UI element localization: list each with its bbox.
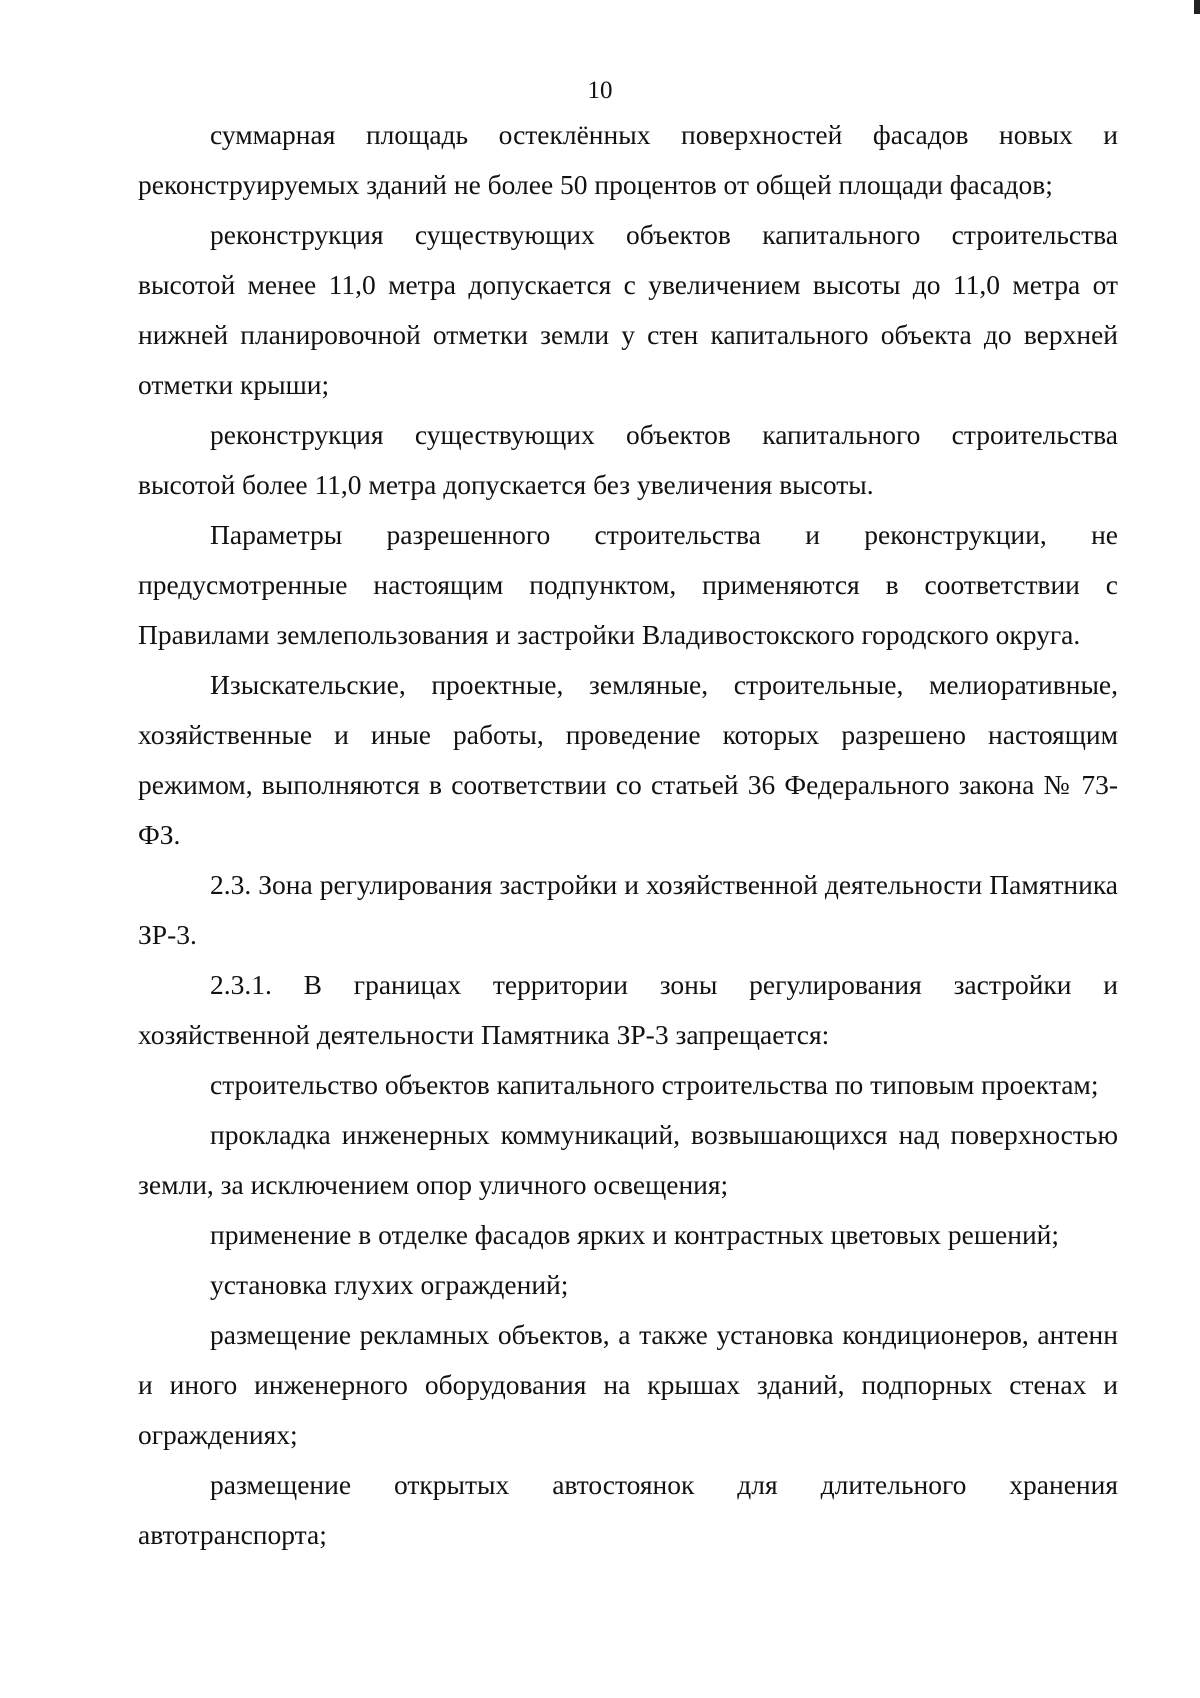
paragraph: Изыскательские, проектные, земляные, строительные, мелиоративные, хозяйственные и иные работы, проведение которых разрешено настоящим режимом, выполняются в соответствии со статьей 36 Федерального закона № 73-ФЗ.	[138, 669, 1118, 850]
paragraph: суммарная площадь остеклённых поверхностей фасадов новых и реконструируемых зданий не более 50 процентов от общей площади фасадов;	[138, 119, 1118, 200]
paragraph: реконструкция существующих объектов капитального строительства высотой более 11,0 метра допускается без увеличения высоты.	[138, 419, 1118, 500]
page-number: 10	[587, 77, 613, 104]
paragraph: реконструкция существующих объектов капитального строительства высотой менее 11,0 метра допускается с увеличением высоты до 11,0 метра от нижней планировочной отметки земли у стен капитального объекта до верхней отметки крыши;	[138, 219, 1118, 400]
paragraph: Параметры разрешенного строительства и реконструкции, не предусмотренные настоящим подпунктом, применяются в соответствии с Правилами землепользования и застройки Владивостокского городского округа.	[138, 519, 1118, 650]
scan-corner-mark	[1194, 0, 1200, 14]
list-item: прокладка инженерных коммуникаций, возвышающихся над поверхностью земли, за исключением опор уличного освещения;	[138, 1119, 1118, 1200]
list-item: размещение рекламных объектов, а также установка кондиционеров, антенн и иного инженерного оборудования на крышах зданий, подпорных стенах и ограждениях;	[138, 1319, 1118, 1450]
section-heading-2-3-1: 2.3.1. В границах территории зоны регулирования застройки и хозяйственной деятельности Памятника ЗР-3 запрещается:	[138, 969, 1118, 1050]
section-heading-2-3: 2.3. Зона регулирования застройки и хозяйственной деятельности Памятника ЗР-3.	[138, 869, 1118, 950]
document-body	[138, 110, 1118, 1560]
list-item: применение в отделке фасадов ярких и контрастных цветовых решений;	[210, 1219, 1060, 1250]
list-item: размещение открытых автостоянок для длительного хранения автотранспорта;	[138, 1469, 1118, 1550]
list-item: установка глухих ограждений;	[210, 1269, 569, 1300]
list-item: строительство объектов капитального строительства по типовым проектам;	[210, 1069, 1099, 1100]
